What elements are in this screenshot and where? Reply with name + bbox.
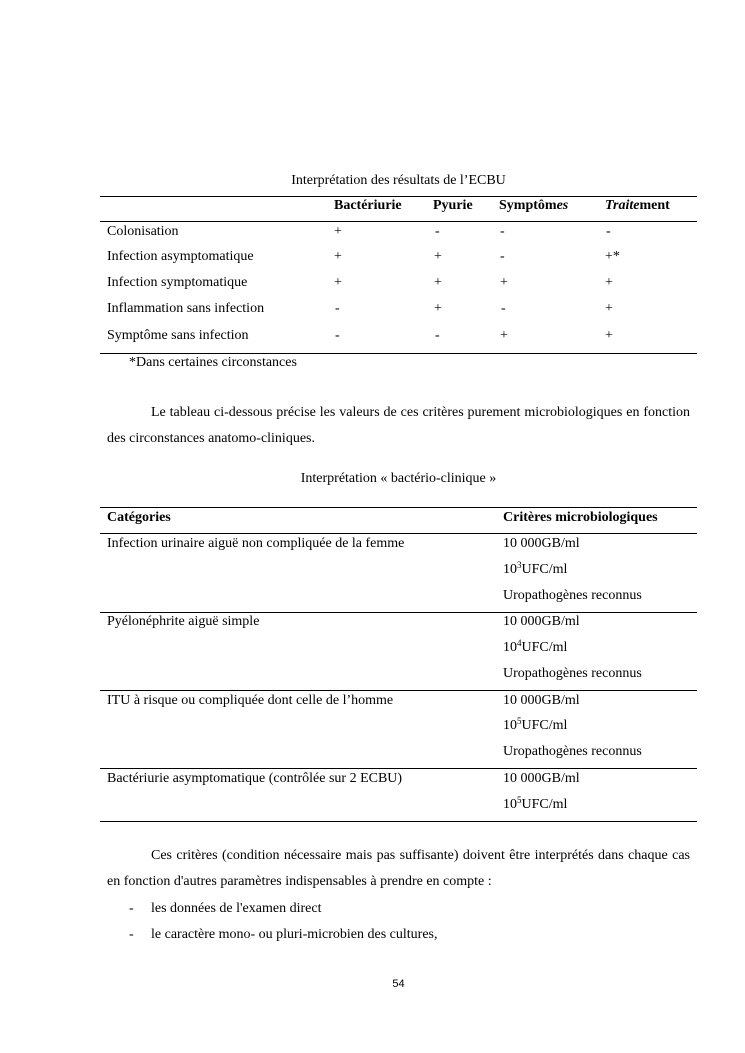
criteria-line: Uropathogènes reconnus xyxy=(503,744,642,759)
cell-traitement: + xyxy=(605,301,613,316)
cell-traitement: + xyxy=(605,328,613,343)
table1-header-pyurie: Pyurie xyxy=(433,198,473,213)
cell-traitement: +* xyxy=(605,249,620,264)
paragraph-criteria: Ces critères (condition nécessaire mais pas suffisante) doivent être interprétés dans chaque cas en fonction d'autres paramètres indispensables à prendre en compte : xyxy=(107,848,690,889)
category-cell: Pyélonéphrite aiguë simple xyxy=(107,614,260,629)
cell-traitement: + xyxy=(605,275,613,290)
category-cell: Infection urinaire aiguë non compliquée de la femme xyxy=(107,536,405,551)
category-cell: ITU à risque ou compliquée dont celle de l’homme xyxy=(107,693,394,708)
cell-symptomes: - xyxy=(500,224,505,239)
cell-bacteriurie: + xyxy=(334,275,342,290)
cell-pyurie: + xyxy=(434,301,442,316)
cell-symptomes: + xyxy=(500,275,508,290)
category-cell: Bactériurie asymptomatique (contrôlée sur 2 ECBU) xyxy=(107,771,403,786)
table1-footnote: *Dans certaines circonstances xyxy=(129,355,297,370)
criteria-line: 10 000GB/ml xyxy=(503,771,580,786)
table2-bottom-rule xyxy=(100,821,697,822)
criteria-line: $10^5UFC/ml$ xyxy=(503,716,568,733)
table2-top-rule xyxy=(100,507,697,508)
cell-traitement: - xyxy=(606,224,611,239)
table2-row-rule xyxy=(100,612,697,613)
criteria-line: 10 000GB/ml xyxy=(503,536,580,551)
table1-top-rule xyxy=(100,196,697,197)
criteria-line: Uropathogènes reconnus xyxy=(503,588,642,603)
table1-bottom-rule xyxy=(100,353,697,354)
bullet-text: le caractère mono- ou pluri-microbien des cultures, xyxy=(151,927,438,942)
table1-caption: Interprétation des résultats de l’ECBU xyxy=(291,173,506,188)
criteria-line: 10 000GB/ml xyxy=(503,693,580,708)
bullet-marker: - xyxy=(129,901,134,916)
criteria-line: $10^3UFC/ml$ xyxy=(503,560,568,577)
cell-symptomes: - xyxy=(501,301,506,316)
paragraph-intro: Le tableau ci-dessous précise les valeurs de ces critères purement microbiologiques en fonction des circonstances anatomo-cliniques. xyxy=(107,405,690,446)
row-label: Inflammation sans infection xyxy=(107,301,265,316)
page-number: 54 xyxy=(392,978,405,990)
table2-row-rule xyxy=(100,690,697,691)
cell-bacteriurie: - xyxy=(335,328,340,343)
table1-header-traitement: Traitement xyxy=(605,198,670,213)
table2-caption: Interprétation « bactério-clinique » xyxy=(300,471,497,486)
cell-pyurie: + xyxy=(434,249,442,264)
table1-header-rule xyxy=(100,221,697,222)
cell-bacteriurie: + xyxy=(334,224,342,239)
table1-header-bacteriurie: Bactériurie xyxy=(334,198,402,213)
criteria-line: $10^5UFC/ml$ xyxy=(503,795,568,812)
cell-symptomes: + xyxy=(500,328,508,343)
criteria-line: 10 000GB/ml xyxy=(503,614,580,629)
table1-header-symptomes: Symptômes xyxy=(499,198,569,213)
table2-header-categories: Catégories xyxy=(107,510,171,525)
bullet-marker: - xyxy=(129,927,134,942)
row-label: Infection asymptomatique xyxy=(107,249,254,264)
criteria-line: Uropathogènes reconnus xyxy=(503,666,642,681)
cell-bacteriurie: + xyxy=(334,249,342,264)
cell-symptomes: - xyxy=(500,249,505,264)
row-label: Symptôme sans infection xyxy=(107,328,249,343)
cell-pyurie: + xyxy=(434,275,442,290)
row-label: Infection symptomatique xyxy=(107,275,248,290)
cell-pyurie: - xyxy=(435,224,440,239)
cell-pyurie: - xyxy=(435,328,440,343)
table2-header-criteria: Critères microbiologiques xyxy=(503,510,658,525)
row-label: Colonisation xyxy=(107,224,179,239)
table2-row-rule xyxy=(100,768,697,769)
bullet-text: les données de l'examen direct xyxy=(151,901,322,916)
table2-header-rule xyxy=(100,533,697,534)
cell-bacteriurie: - xyxy=(335,301,340,316)
criteria-line: $10^4UFC/ml$ xyxy=(503,638,568,655)
